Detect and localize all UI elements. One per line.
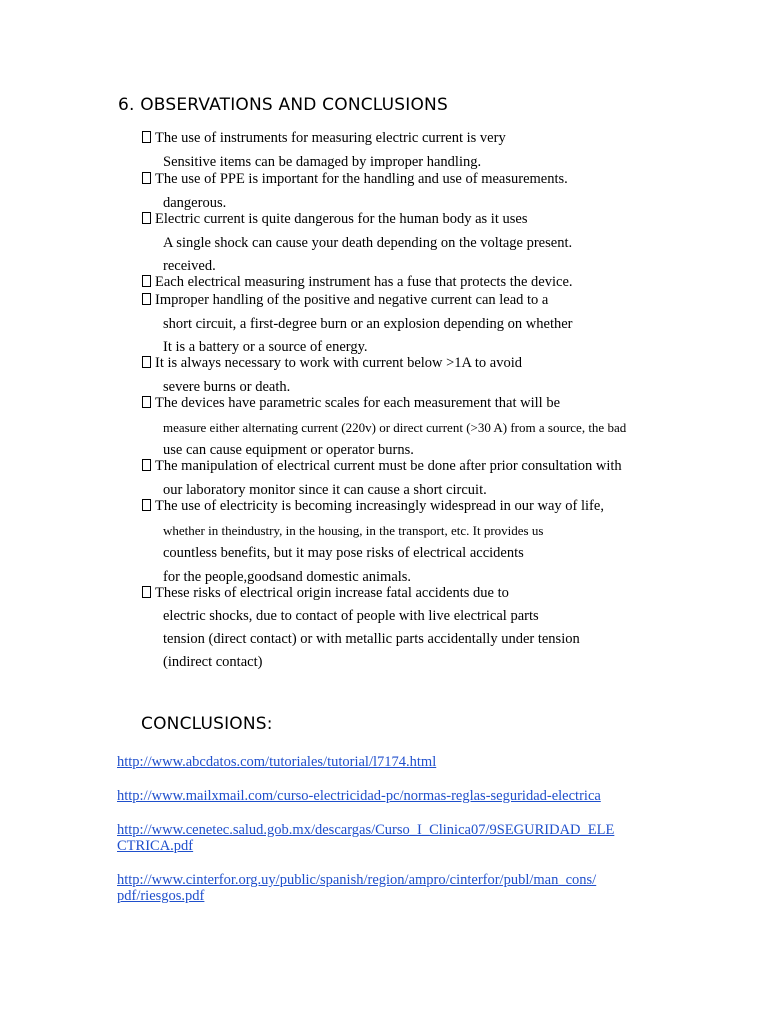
list-item-continuation: tension (direct contact) or with metallic parts accidentally under tension <box>163 631 580 647</box>
list-item: These risks of electrical origin increase fatal accidents due to <box>142 585 509 602</box>
list-item: The manipulation of electrical current must be done after prior consultation with <box>142 458 622 475</box>
list-item: The use of electricity is becoming increasingly widespread in our way of life, <box>142 498 604 515</box>
list-item: Each electrical measuring instrument has a fuse that protects the device. <box>142 274 573 291</box>
list-item: It is always necessary to work with current below >1A to avoid <box>142 355 522 372</box>
list-item-continuation: whether in theindustry, in the housing, in the transport, etc. It provides us <box>163 523 544 538</box>
reference-link[interactable]: http://www.mailxmail.com/curso-electricidad-pc/normas-reglas-seguridad-electrica <box>117 788 601 804</box>
list-item: Improper handling of the positive and negative current can lead to a <box>142 292 548 309</box>
list-item-continuation: (indirect contact) <box>163 654 263 670</box>
bullet-icon <box>142 275 151 287</box>
bullet-icon <box>142 293 151 305</box>
list-item-continuation: measure either alternating current (220v) or direct current (>30 A) from a source, the bad <box>163 420 627 435</box>
list-item-continuation: severe burns or death. <box>163 379 291 395</box>
bullet-icon <box>142 396 151 408</box>
list-item: The use of PPE is important for the handling and use of measurements. <box>142 171 568 188</box>
bullet-icon <box>142 356 151 368</box>
list-item-continuation: dangerous. <box>163 195 227 211</box>
list-item-continuation: for the people,goodsand domestic animals. <box>163 569 412 585</box>
reference-link[interactable]: http://www.cinterfor.org.uy/public/spanish/region/ampro/cinterfor/publ/man_cons/ <box>117 872 597 888</box>
list-item: Electric current is quite dangerous for the human body as it uses <box>142 211 527 228</box>
list-item-continuation: A single shock can cause your death depending on the voltage present. <box>163 235 573 251</box>
bullet-icon <box>142 499 151 511</box>
list-item-continuation: electric shocks, due to contact of people with live electrical parts <box>163 608 539 624</box>
bullet-icon <box>142 586 151 598</box>
reference-link-continuation[interactable]: pdf/riesgos.pdf <box>117 888 205 904</box>
reference-link[interactable]: http://www.cenetec.salud.gob.mx/descargas/Curso_I_Clinica07/9SEGURIDAD_ELE <box>117 822 615 838</box>
reference-link-continuation[interactable]: CTRICA.pdf <box>117 838 194 854</box>
list-item-continuation: use can cause equipment or operator burns. <box>163 442 414 458</box>
conclusions-title: CONCLUSIONS: <box>141 714 273 734</box>
list-item-continuation: It is a battery or a source of energy. <box>163 339 368 355</box>
bullet-icon <box>142 459 151 471</box>
list-item: The use of instruments for measuring electric current is very <box>142 130 506 147</box>
list-item-continuation: countless benefits, but it may pose risks of electrical accidents <box>163 545 524 561</box>
bullet-icon <box>142 212 151 224</box>
list-item-continuation: received. <box>163 258 216 274</box>
list-item-continuation: Sensitive items can be damaged by improper handling. <box>163 154 482 170</box>
list-item-continuation: short circuit, a first-degree burn or an explosion depending on whether <box>163 316 573 332</box>
reference-link[interactable]: http://www.abcdatos.com/tutoriales/tutorial/l7174.html <box>117 754 437 770</box>
section-title: 6. OBSERVATIONS AND CONCLUSIONS <box>118 95 448 115</box>
bullet-icon <box>142 172 151 184</box>
list-item-continuation: our laboratory monitor since it can cause a short circuit. <box>163 482 487 498</box>
list-item: The devices have parametric scales for each measurement that will be <box>142 395 560 412</box>
bullet-icon <box>142 131 151 143</box>
